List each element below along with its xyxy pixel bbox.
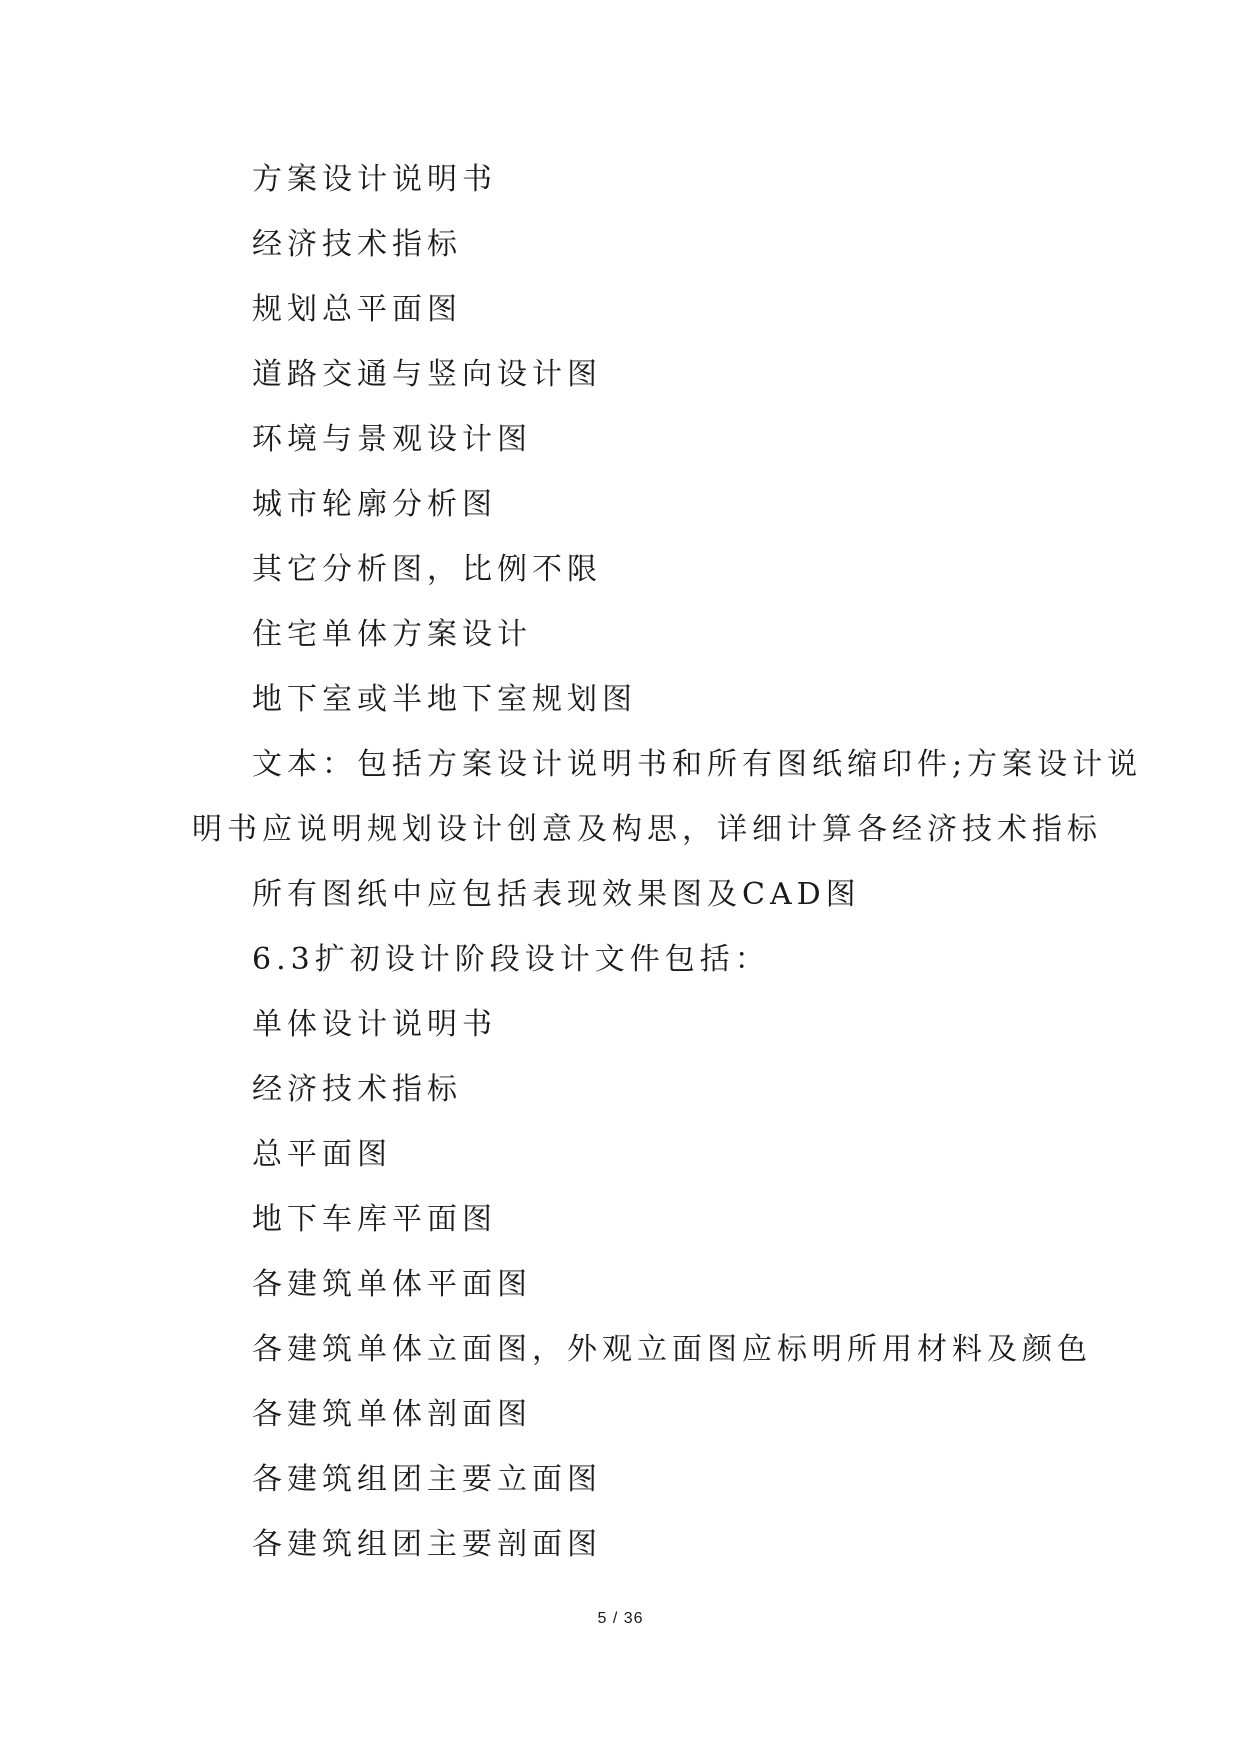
text-line: 各建筑单体平面图 bbox=[252, 1267, 532, 1302]
text-line: 城市轮廓分析图 bbox=[252, 487, 497, 522]
text-line: 经济技术指标 bbox=[252, 227, 462, 262]
text-line: 地下室或半地下室规划图 bbox=[252, 682, 637, 717]
text-line: 经济技术指标 bbox=[252, 1072, 462, 1107]
text-line: 环境与景观设计图 bbox=[252, 422, 532, 457]
text-line: 住宅单体方案设计 bbox=[252, 617, 532, 652]
paragraph-line: 文本：包括方案设计说明书和所有图纸缩印件;方案设计说 bbox=[252, 747, 1143, 782]
text-line: 所有图纸中应包括表现效果图及CAD图 bbox=[252, 877, 861, 912]
text-line: 其它分析图，比例不限 bbox=[252, 552, 602, 587]
text-line: 规划总平面图 bbox=[252, 292, 462, 327]
text-line: 各建筑组团主要剖面图 bbox=[252, 1527, 602, 1562]
paragraph-continuation-line: 明书应说明规划设计创意及构思，详细计算各经济技术指标 bbox=[192, 812, 1102, 847]
text-line: 地下车库平面图 bbox=[252, 1202, 497, 1237]
text-line: 道路交通与竖向设计图 bbox=[252, 357, 602, 392]
text-line: 方案设计说明书 bbox=[252, 162, 497, 197]
text-line: 各建筑单体立面图，外观立面图应标明所用材料及颜色 bbox=[252, 1332, 1092, 1367]
page-number: 5 / 36 bbox=[597, 1610, 644, 1627]
section-heading: 6.3扩初设计阶段设计文件包括： bbox=[252, 942, 770, 977]
text-line: 各建筑组团主要立面图 bbox=[252, 1462, 602, 1497]
text-line: 各建筑单体剖面图 bbox=[252, 1397, 532, 1432]
text-line: 单体设计说明书 bbox=[252, 1007, 497, 1042]
text-line: 总平面图 bbox=[252, 1137, 392, 1172]
